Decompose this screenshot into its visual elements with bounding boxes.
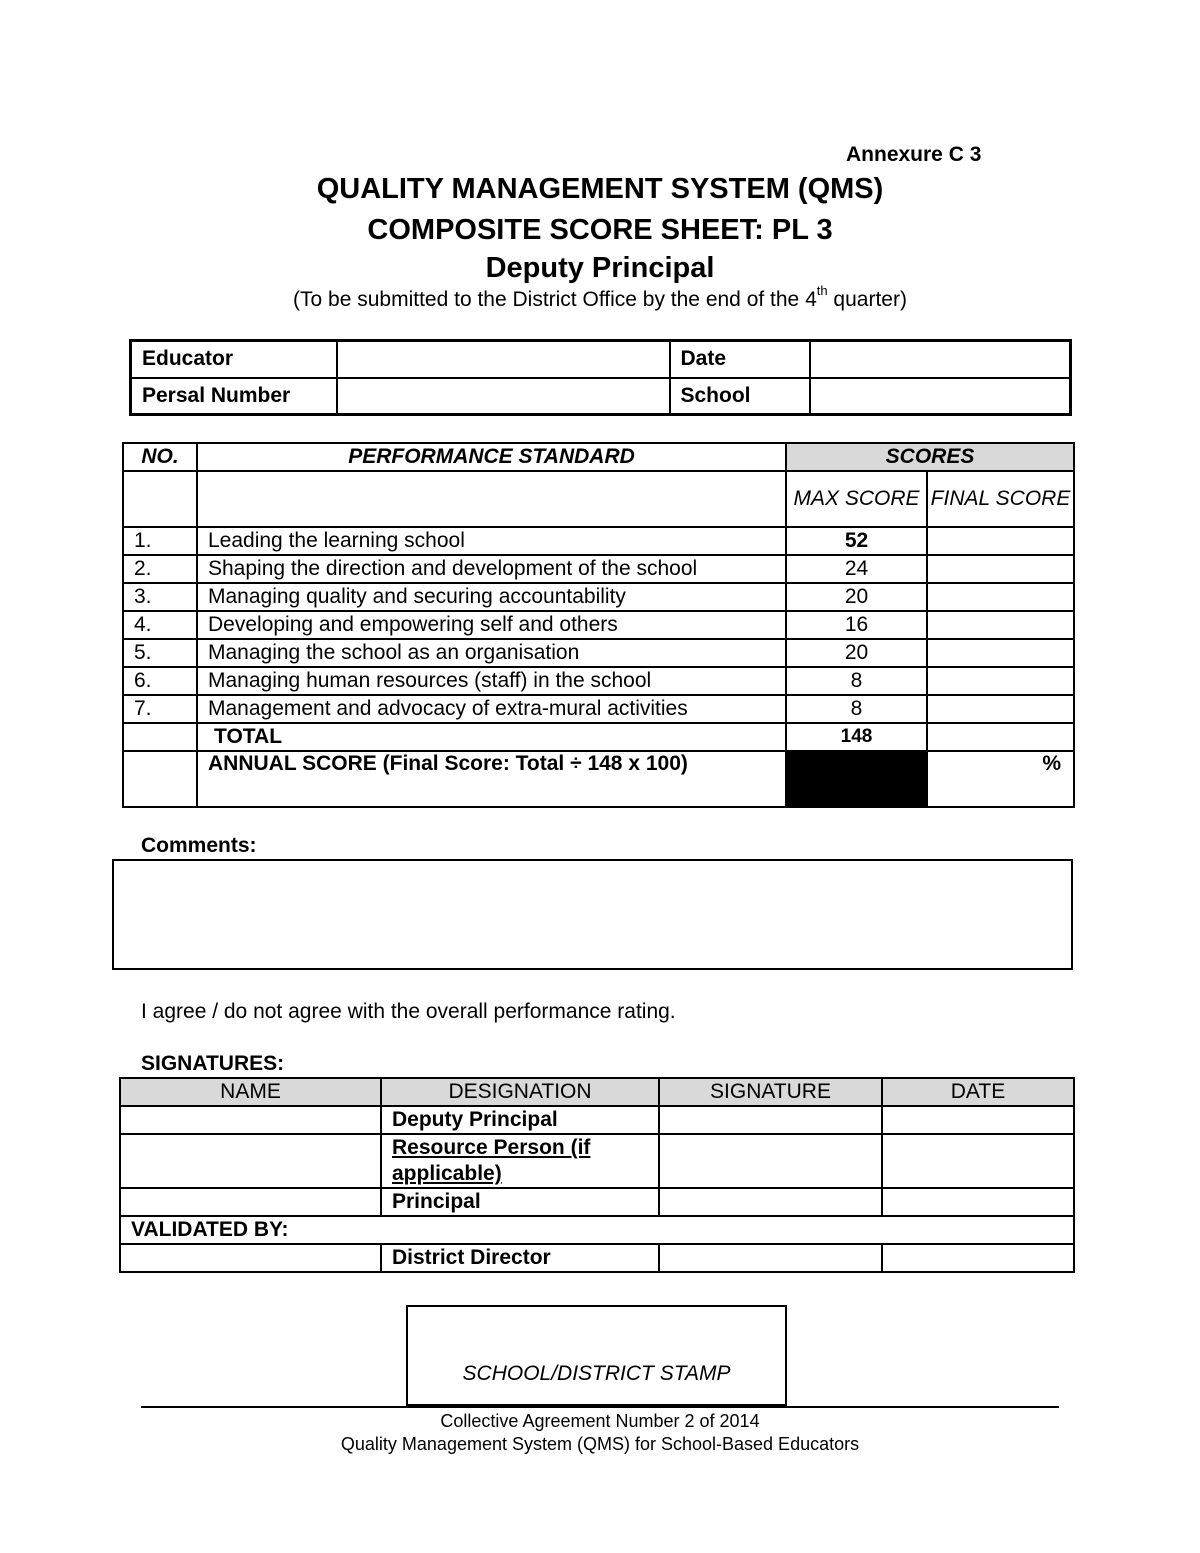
row-max-score: 16 xyxy=(786,611,927,639)
footer-line-2: Quality Management System (QMS) for School-Based Educators xyxy=(340,1434,860,1454)
total-row xyxy=(123,723,1074,751)
signatures-table xyxy=(119,1077,1075,1273)
table-row xyxy=(123,695,1074,723)
comments-box[interactable] xyxy=(112,859,1073,970)
signature-field[interactable] xyxy=(659,1188,882,1216)
name-field[interactable] xyxy=(120,1188,381,1216)
table-row xyxy=(123,639,1074,667)
validated-by-label: VALIDATED BY: xyxy=(120,1216,1074,1244)
row-max-score: 20 xyxy=(786,639,927,667)
total-final-score-field[interactable] xyxy=(927,723,1074,751)
designation-cell: Deputy Principal xyxy=(381,1106,659,1134)
annexure-label: Annexure C 3 xyxy=(846,143,982,166)
agreement-statement: I agree / do not agree with the overall performance rating. xyxy=(141,1000,676,1023)
signature-field[interactable] xyxy=(659,1106,882,1134)
row-standard: Developing and empowering self and others xyxy=(197,611,786,639)
row-number: 5. xyxy=(123,639,197,667)
col-designation-header: DESIGNATION xyxy=(381,1078,659,1106)
designation-cell: Principal xyxy=(381,1188,659,1216)
table-row xyxy=(123,527,1074,555)
row-max-score: 24 xyxy=(786,555,927,583)
col-max-score-header: MAX SCORE xyxy=(786,471,927,527)
educator-label: Educator xyxy=(131,341,337,378)
document-title: QUALITY MANAGEMENT SYSTEM (QMS) xyxy=(316,173,884,205)
designation-cell: District Director xyxy=(381,1244,659,1272)
annual-blacked-cell xyxy=(786,751,927,807)
stamp-box xyxy=(406,1305,787,1406)
table-row xyxy=(120,1244,1074,1272)
designation-cell: Resource Person (if applicable) xyxy=(381,1134,659,1188)
date-label: Date xyxy=(670,341,810,378)
table-row xyxy=(123,667,1074,695)
name-field[interactable] xyxy=(120,1106,381,1134)
date-field[interactable] xyxy=(882,1106,1074,1134)
table-row xyxy=(120,1106,1074,1134)
educator-info-table xyxy=(129,339,1072,416)
date-field[interactable] xyxy=(882,1134,1074,1188)
total-empty-no xyxy=(123,723,197,751)
persal-number-field[interactable] xyxy=(337,378,670,415)
row-number: 1. xyxy=(123,527,197,555)
total-max-score: 148 xyxy=(786,723,927,751)
subheader-empty-no xyxy=(123,471,197,527)
date-field[interactable] xyxy=(882,1244,1074,1272)
row-standard: Management and advocacy of extra-mural activities xyxy=(197,695,786,723)
educator-field[interactable] xyxy=(337,341,670,378)
row-standard: Managing human resources (staff) in the school xyxy=(197,667,786,695)
row-final-score-field[interactable] xyxy=(927,555,1074,583)
row-max-score: 52 xyxy=(786,527,927,555)
annual-score-percent-field[interactable]: % xyxy=(927,751,1074,807)
row-standard: Managing quality and securing accountability xyxy=(197,583,786,611)
name-field[interactable] xyxy=(120,1134,381,1188)
row-number: 7. xyxy=(123,695,197,723)
row-number: 6. xyxy=(123,667,197,695)
row-number: 4. xyxy=(123,611,197,639)
col-date-header: DATE xyxy=(882,1078,1074,1106)
row-number: 2. xyxy=(123,555,197,583)
stamp-label: SCHOOL/DISTRICT STAMP xyxy=(462,1362,731,1385)
row-standard: Managing the school as an organisation xyxy=(197,639,786,667)
col-scores-header: SCORES xyxy=(786,443,1074,471)
row-max-score: 8 xyxy=(786,695,927,723)
total-label: TOTAL xyxy=(197,723,786,751)
row-standard: Shaping the direction and development of the school xyxy=(197,555,786,583)
school-label: School xyxy=(670,378,810,415)
col-final-score-header: FINAL SCORE xyxy=(927,471,1074,527)
col-signature-header: SIGNATURE xyxy=(659,1078,882,1106)
signatures-label: SIGNATURES: xyxy=(141,1052,285,1075)
table-row xyxy=(123,583,1074,611)
row-final-score-field[interactable] xyxy=(927,639,1074,667)
annual-score-label: ANNUAL SCORE (Final Score: Total ÷ 148 x 100) xyxy=(197,751,786,807)
subheader-empty-standard xyxy=(197,471,786,527)
row-final-score-field[interactable] xyxy=(927,667,1074,695)
document-subtitle: COMPOSITE SCORE SHEET: PL 3 xyxy=(367,214,833,246)
date-field[interactable] xyxy=(882,1188,1074,1216)
signature-field[interactable] xyxy=(659,1134,882,1188)
row-final-score-field[interactable] xyxy=(927,611,1074,639)
annual-empty-no xyxy=(123,751,197,807)
row-number: 3. xyxy=(123,583,197,611)
row-final-score-field[interactable] xyxy=(927,527,1074,555)
role-title: Deputy Principal xyxy=(485,252,715,284)
row-standard: Leading the learning school xyxy=(197,527,786,555)
table-row xyxy=(123,555,1074,583)
col-standard-header: PERFORMANCE STANDARD xyxy=(197,443,786,471)
footer-line-1: Collective Agreement Number 2 of 2014 xyxy=(440,1411,760,1431)
annual-score-row xyxy=(123,751,1074,807)
row-final-score-field[interactable] xyxy=(927,583,1074,611)
signature-field[interactable] xyxy=(659,1244,882,1272)
date-field[interactable] xyxy=(810,341,1071,378)
row-final-score-field[interactable] xyxy=(927,695,1074,723)
table-row xyxy=(120,1134,1074,1188)
row-max-score: 20 xyxy=(786,583,927,611)
col-name-header: NAME xyxy=(120,1078,381,1106)
persal-number-label: Persal Number xyxy=(131,378,337,415)
table-row xyxy=(120,1188,1074,1216)
table-row xyxy=(123,611,1074,639)
performance-standards-table xyxy=(122,442,1075,808)
comments-label: Comments: xyxy=(141,834,257,857)
row-max-score: 8 xyxy=(786,667,927,695)
footer-divider xyxy=(141,1406,1059,1408)
school-field[interactable] xyxy=(810,378,1071,415)
name-field[interactable] xyxy=(120,1244,381,1272)
submission-note: (To be submitted to the District Office by the end of the 4th quarter) xyxy=(293,283,907,311)
col-no-header: NO. xyxy=(123,443,197,471)
